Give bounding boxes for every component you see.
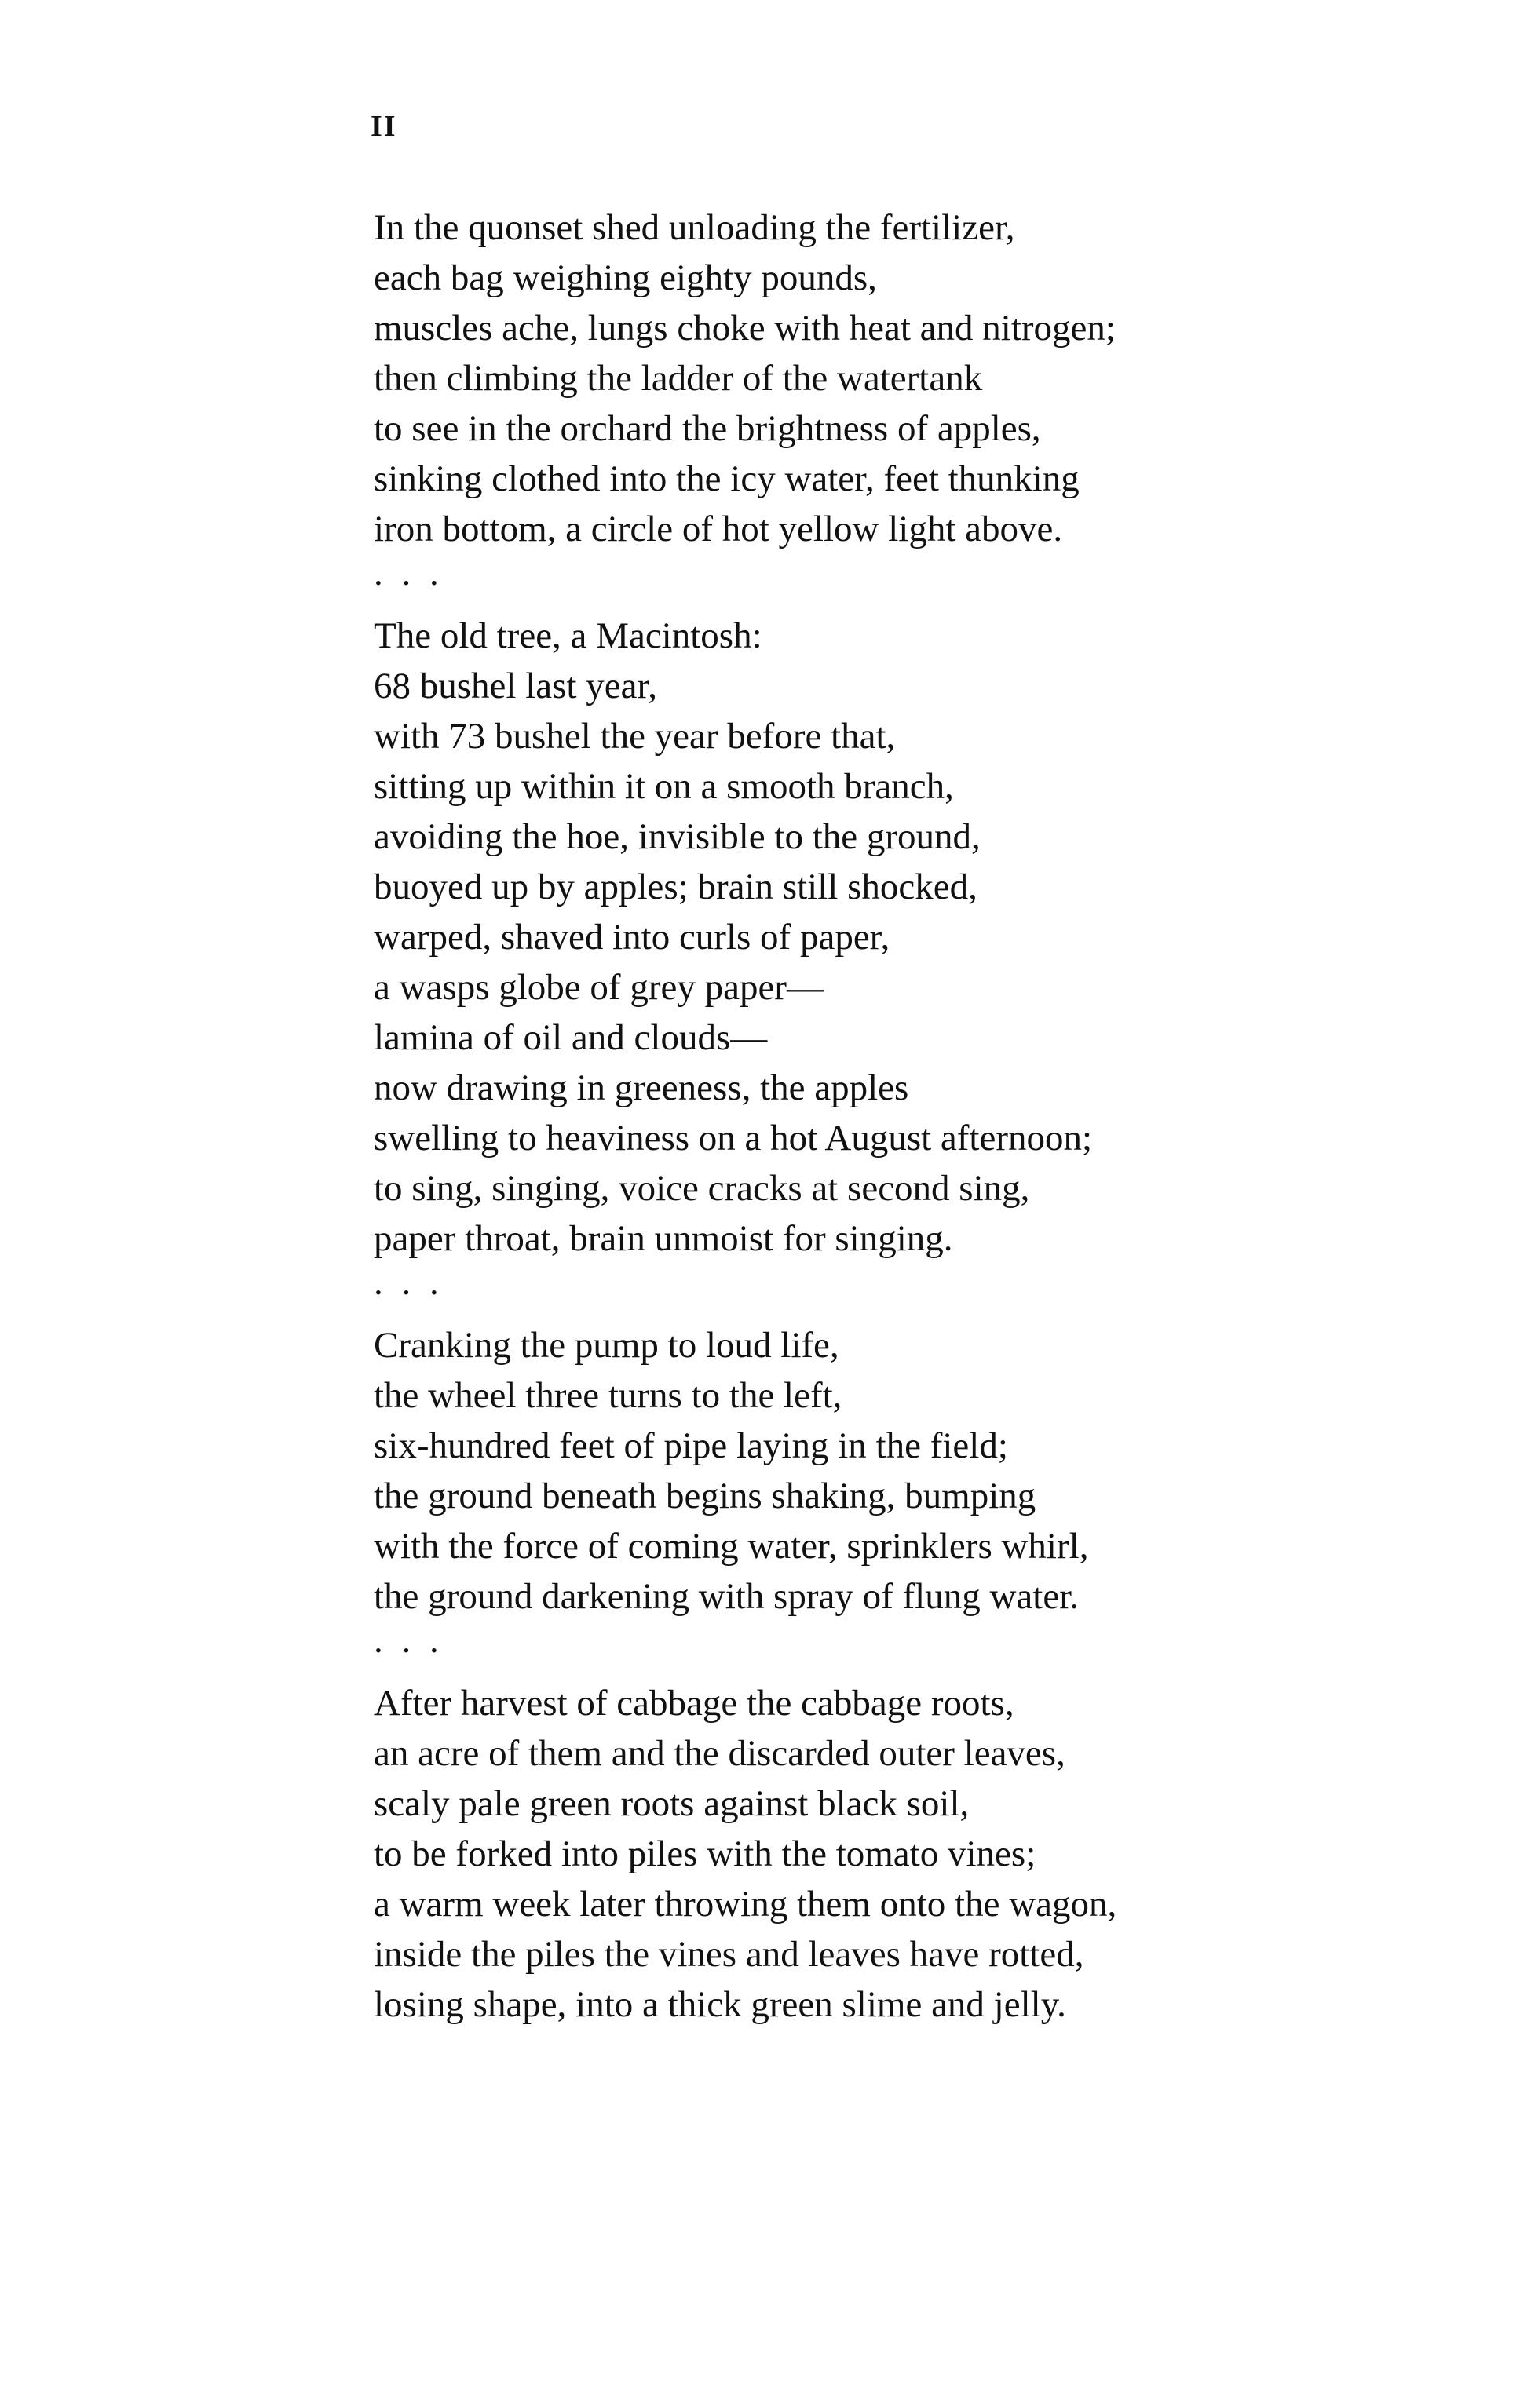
poem-line: scaly pale green roots against black soil, (374, 1783, 970, 1824)
poem-line: the ground beneath begins shaking, bumping (374, 1476, 1036, 1516)
poem-line: six-hundred feet of pipe laying in the field; (374, 1425, 1008, 1466)
poem-line: the ground darkening with spray of flung water. (374, 1576, 1080, 1617)
poem-line: buoyed up by apples; brain still shocked, (374, 867, 977, 907)
poem-line: Cranking the pump to loud life, (374, 1325, 839, 1366)
poem-line: In the quonset shed unloading the fertilizer, (374, 207, 1015, 248)
stanza-separator: . . . (374, 1620, 444, 1661)
poem-line: to sing, singing, voice cracks at second sing, (374, 1168, 1030, 1209)
poem-line: After harvest of cabbage the cabbage roots, (374, 1683, 1014, 1724)
poem-line: a wasps globe of grey paper— (374, 967, 824, 1008)
poem-line: The old tree, a Macintosh: (374, 615, 762, 656)
poem-line: sitting up within it on a smooth branch, (374, 766, 954, 807)
poem-line: each bag weighing eighty pounds, (374, 257, 877, 298)
poem-line: sinking clothed into the icy water, feet thunking (374, 458, 1080, 499)
poem-body (374, 202, 1489, 2030)
stanza-2 (374, 611, 1489, 1264)
poem-line: with 73 bushel the year before that, (374, 716, 896, 757)
poem-line: the wheel three turns to the left, (374, 1375, 842, 1416)
stanza-1 (374, 202, 1489, 554)
poem-line: an acre of them and the discarded outer leaves, (374, 1733, 1065, 1774)
stanza-4 (374, 1678, 1489, 2030)
poem-line: warped, shaved into curls of paper, (374, 917, 890, 958)
poem-line: to see in the orchard the brightness of apples, (374, 408, 1041, 449)
poem-line: with the force of coming water, sprinklers whirl, (374, 1526, 1089, 1567)
poem-line: losing shape, into a thick green slime and jelly. (374, 1984, 1066, 2025)
poem-line: inside the piles the vines and leaves have rotted, (374, 1934, 1084, 1975)
poem-line: iron bottom, a circle of hot yellow light above. (374, 509, 1063, 549)
poem-line: muscles ache, lungs choke with heat and nitrogen; (374, 308, 1116, 348)
poem-line: paper throat, brain unmoist for singing. (374, 1218, 953, 1259)
stanza-3 (374, 1320, 1489, 1622)
poem-line: avoiding the hoe, invisible to the ground, (374, 816, 981, 857)
poem-line: swelling to heaviness on a hot August afternoon; (374, 1118, 1093, 1158)
stanza-separator: . . . (374, 553, 444, 593)
poem-line: a warm week later throwing them onto the wagon, (374, 1884, 1117, 1925)
poem-line: to be forked into piles with the tomato vines; (374, 1833, 1036, 1874)
section-number: II (371, 110, 397, 143)
stanza-separator: . . . (374, 1262, 444, 1303)
poem-line: then climbing the ladder of the watertank (374, 358, 983, 399)
poem-line: lamina of oil and clouds— (374, 1017, 768, 1058)
poem-line: 68 bushel last year, (374, 666, 657, 706)
poem-line: now drawing in greeness, the apples (374, 1067, 909, 1108)
